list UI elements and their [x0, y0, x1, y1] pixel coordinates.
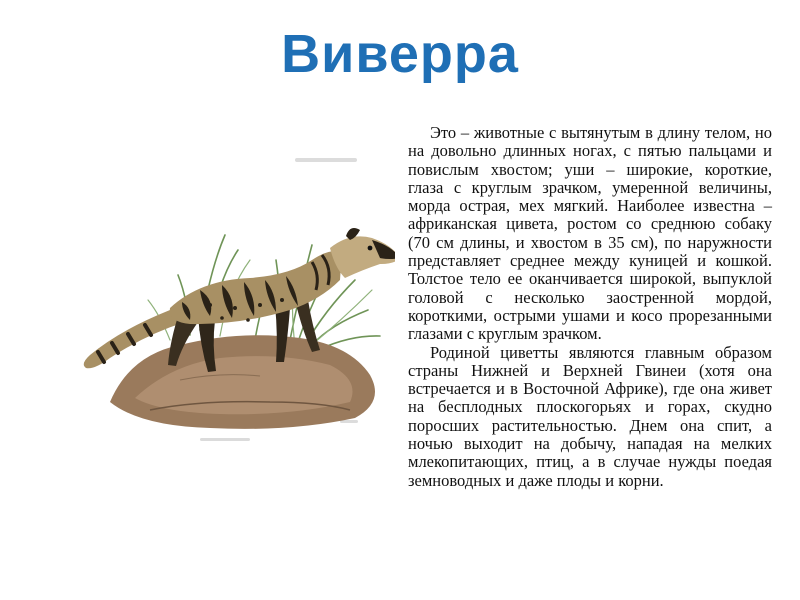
description-text [408, 124, 772, 490]
rock [110, 335, 375, 429]
civet-illustration [50, 140, 395, 450]
paragraph-appearance: Это – животные с вытянутым в длину телом, но на довольно длинных ногах, с пятью пальцами и повислым хвостом; уши – широкие, короткие, глаза с круглым зрачком, умеренной величины, морда острая, мех мягкий. Наиболее известна – африканская цивета, ростом со среднюю собаку (70 см длины, и хвостом в 35 см), по наружности представляет среднее между куницей и кошкой. Толстое тело ее оканчивается широкой, выпуклой головой с несколько заостренной мордой, короткими, острыми ушами и косо прорезанными глазами с круглым зрачком. [408, 123, 772, 344]
paragraph-habitat: Родиной циветты являются главным образом страны Нижней и Верхней Гвинеи (хотя она встречается и в Восточной Африке), где она живет на бесплодных плоскогорьях и горах, скудно поросших растительностью. Днем она спит, а ночью выходит на добычу, нападая на мелких млекопитающих, птиц, а в случае нужды поедая земноводных и даже плоды и корни. [408, 342, 772, 490]
slide-title: Виверра [281, 24, 519, 84]
